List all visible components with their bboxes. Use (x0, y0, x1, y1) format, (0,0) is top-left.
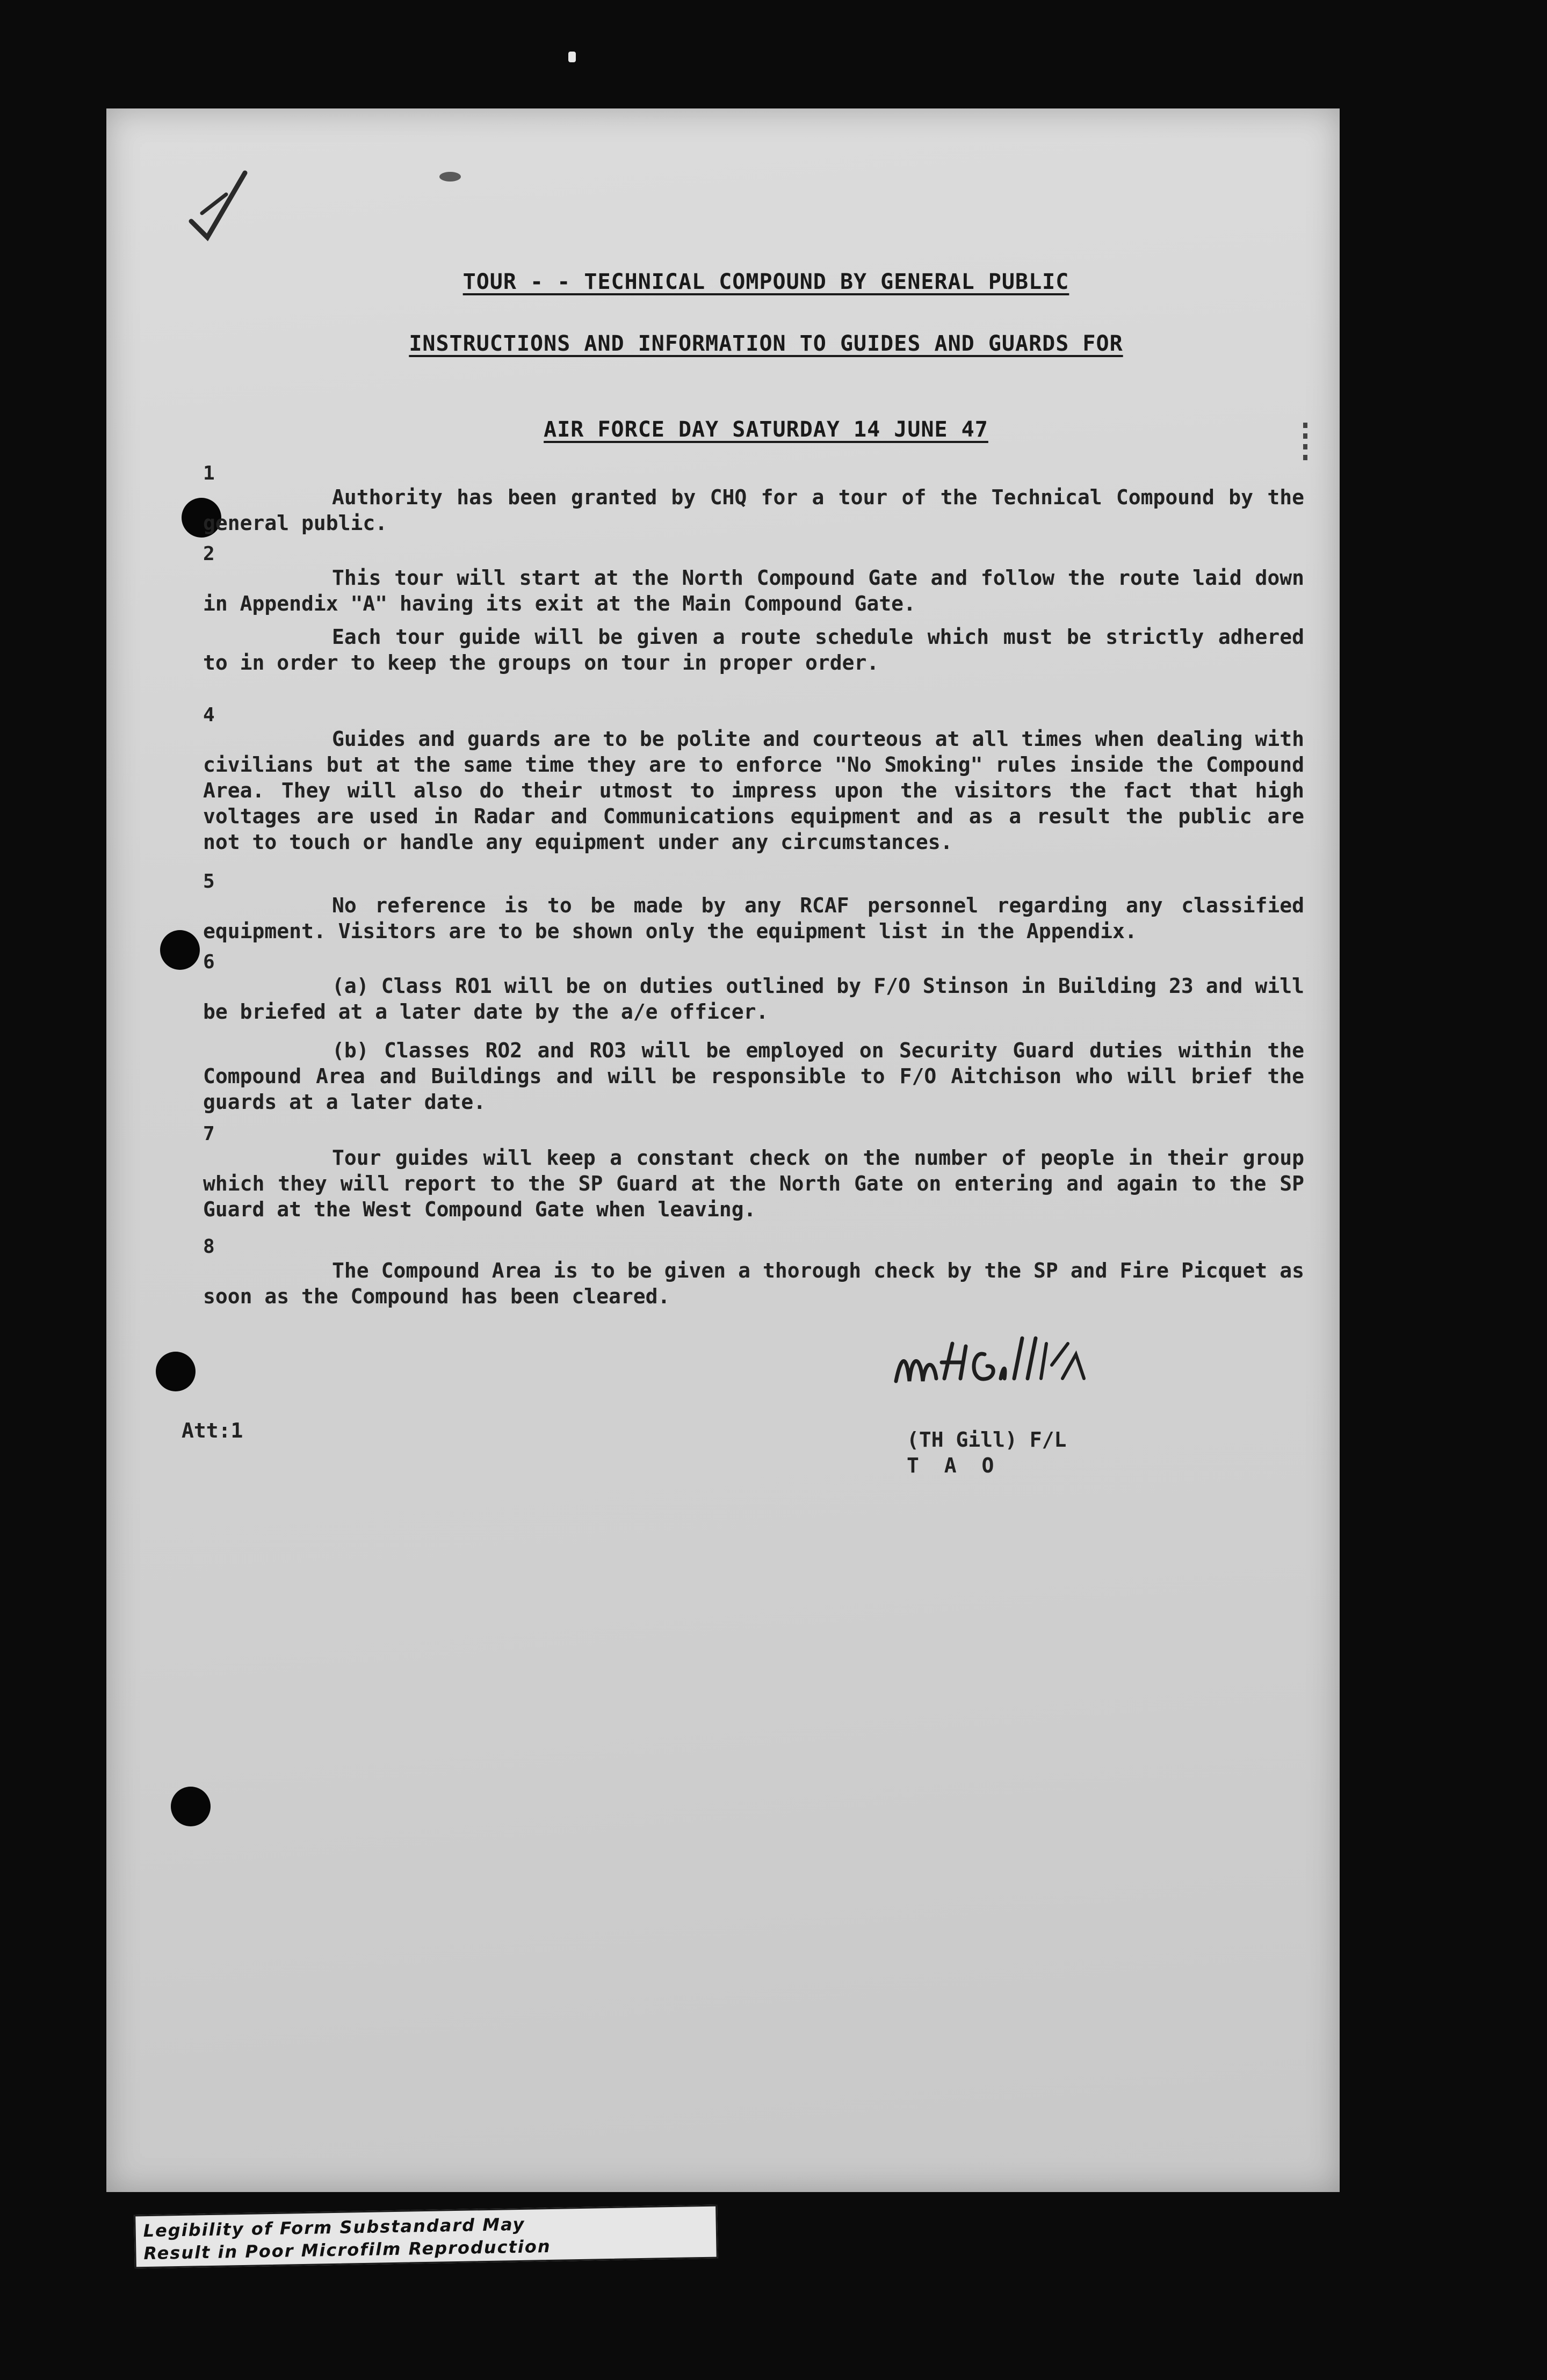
paragraph-4 (203, 705, 1304, 855)
paragraph-text: (b) Classes RO2 and RO3 will be employed on Security Guard duties within the Compound Area and Buildings and will be responsible to F/O Aitchison who will brief the guards at a later date. (203, 1039, 1304, 1114)
paragraph-text: This tour will start at the North Compound Gate and follow the route laid down in Appendix "A" having its exit at the Main Compound Gate. (203, 566, 1304, 615)
paragraph-6a (203, 952, 1304, 1025)
notice-line-2: Result in Poor Microfilm Reproduction (143, 2236, 551, 2264)
handwritten-check-mark (186, 162, 250, 243)
paragraph-6b (203, 1037, 1304, 1115)
paragraph-number: 2 (203, 543, 215, 565)
paragraph-number: 4 (203, 704, 215, 726)
punch-hole (171, 1787, 211, 1826)
paragraph-text: Tour guides will keep a constant check on the number of people in their group which they will report to the SP Guard at the North Gate on entering and again to the SP Guard at the West Compound Gate when leaving. (203, 1146, 1304, 1221)
document-title: TOUR - - TECHNICAL COMPOUND BY GENERAL PUBLIC (462, 270, 1069, 294)
paragraph-number: 6 (203, 951, 215, 973)
paragraph-5 (203, 871, 1304, 944)
film-mark (568, 52, 576, 62)
paragraph-text: No reference is to be made by any RCAF personnel regarding any classified equipment. Visitors are to be shown only the equipment list in the Appendix. (203, 894, 1304, 943)
paragraph-1 (203, 463, 1304, 536)
document-date-line: AIR FORCE DAY SATURDAY 14 JUNE 47 (544, 417, 988, 442)
paragraph-2 (203, 543, 1304, 616)
document-subtitle: INSTRUCTIONS AND INFORMATION TO GUIDES AND GUARDS FOR (409, 331, 1123, 356)
notice-line-1: Legibility of Form Substandard May (143, 2214, 525, 2241)
paragraph-text: Authority has been granted by CHQ for a tour of the Technical Compound by the general public. (203, 485, 1304, 535)
punch-hole (156, 1352, 196, 1391)
paragraph-3 (203, 624, 1304, 676)
paragraph-text: Guides and guards are to be polite and courteous at all times when dealing with civilians but at the same time they are to enforce "No Smoking" rules inside the Compound Area. They will also do their utmost to impress upon the visitors the fact that high voltages are used in Radar and Communications equipment and as a result the public are not to touch or handle any equipment under any circumstances. (203, 727, 1304, 854)
document-page (106, 108, 1340, 2192)
paragraph-number: 5 (203, 870, 215, 892)
paragraph-number: 8 (203, 1236, 215, 1258)
signatory-name: (TH Gill) F/L (907, 1428, 1067, 1452)
punch-hole (160, 930, 200, 970)
paragraph-7 (203, 1123, 1304, 1222)
attachment-label: Att:1 (182, 1419, 243, 1442)
paragraph-number: 7 (203, 1123, 215, 1145)
ink-smudge (439, 172, 461, 182)
paragraph-text: The Compound Area is to be given a thorough check by the SP and Fire Picquet as soon as the Compound has been cleared. (203, 1259, 1304, 1308)
legibility-notice-stamp (134, 2205, 718, 2269)
paragraph-number: 1 (203, 462, 215, 484)
signatory-title: T A O (907, 1454, 1001, 1477)
handwritten-signature (891, 1333, 1095, 1397)
paragraph-8 (203, 1236, 1304, 1309)
paragraph-text: (a) Class RO1 will be on duties outlined by F/O Stinson in Building 23 and will be briefed at a later date by the a/e officer. (203, 974, 1304, 1024)
paragraph-text: Each tour guide will be given a route schedule which must be strictly adhered to in order to keep the groups on tour in proper order. (203, 625, 1304, 674)
